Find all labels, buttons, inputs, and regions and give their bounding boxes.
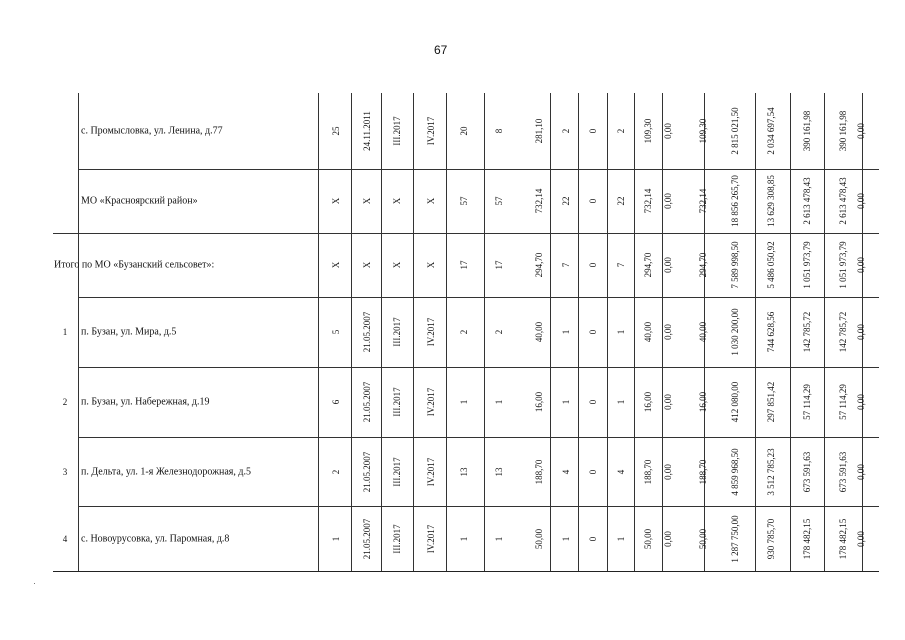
table-cell: Х (426, 197, 436, 205)
table-cell: 24.11.2011 (362, 111, 372, 151)
table-cell: 1 (561, 399, 571, 405)
table-cell: 0,00 (856, 463, 866, 480)
address-cell: с. Новоурусовка, ул. Паромная, д.8 (81, 533, 230, 544)
table-cell: 1 (494, 536, 504, 541)
table-cell: 8 (494, 128, 504, 134)
table-cell: 57 (494, 196, 504, 206)
table-cell: 0,00 (663, 257, 673, 273)
column-divider (78, 93, 79, 571)
table-cell: 0,00 (856, 394, 866, 410)
table-cell: 0 (588, 399, 598, 405)
table-cell: 7 (616, 262, 626, 268)
row-number: 3 (62, 466, 68, 477)
table-cell: 0 (588, 128, 598, 134)
table-cell: 57 (459, 196, 469, 206)
table-cell: 1 051 973,79 (838, 241, 848, 289)
table-cell: Х (362, 261, 372, 269)
table-cell: 0 (588, 329, 598, 335)
table-cell: 178 482,15 (838, 518, 848, 559)
table-cell: 109,30 (643, 118, 653, 144)
table-cell: IV.2017 (426, 116, 436, 146)
table-cell: 17 (459, 260, 469, 270)
data-table (53, 93, 879, 572)
table-cell: 412 080,00 (730, 381, 740, 423)
table-cell: III.2017 (392, 456, 402, 487)
table-cell: 13 (494, 467, 504, 476)
table-cell: 5 486 050,92 (766, 241, 776, 289)
page-number: 67 (434, 43, 448, 57)
address-cell: МО «Красноярский район» (81, 195, 198, 207)
table-cell: 732,14 (643, 188, 653, 214)
table-cell: 297 851,42 (766, 381, 776, 423)
table-cell: 13 629 308,85 (766, 175, 776, 227)
table-cell: 21.05.2007 (362, 451, 372, 492)
column-divider (351, 93, 352, 571)
table-cell: 4 859 968,50 (730, 447, 740, 496)
table-cell: 2 034 697,54 (766, 107, 776, 155)
table-cell: 0 (588, 469, 598, 474)
table-cell: III.2017 (392, 116, 402, 146)
table-cell: 0 (588, 536, 598, 541)
row-divider (78, 506, 879, 507)
table-cell: III.2017 (392, 523, 402, 554)
table-cell: 40,00 (643, 321, 653, 343)
table-cell: 0,00 (663, 463, 673, 480)
table-cell: 0,00 (663, 193, 673, 209)
table-cell: 21.05.2007 (362, 381, 372, 423)
table-cell: 294,70 (698, 252, 708, 278)
table-cell: 673 591,63 (838, 451, 848, 492)
column-divider (446, 93, 447, 571)
table-cell: 930 785,70 (766, 518, 776, 559)
table-cell: 1 (616, 399, 626, 405)
table-cell: IV.2017 (426, 524, 436, 553)
table-cell: 0,00 (856, 324, 866, 340)
table-cell: 22 (561, 196, 571, 206)
table-cell: 22 (616, 196, 626, 206)
table-cell: 0,00 (856, 193, 866, 209)
table-cell: 390 161,98 (802, 110, 812, 152)
table-cell: 142 785,72 (802, 311, 812, 353)
table-cell: 2 (459, 329, 469, 335)
table-cell: 0,00 (856, 530, 866, 547)
table-cell: 40,00 (698, 321, 708, 343)
table-cell: 142 785,72 (838, 311, 848, 353)
table-cell: 1 030 200,00 (730, 308, 740, 356)
table-cell: 1 (494, 399, 504, 405)
row-divider (78, 437, 879, 438)
table-cell: 0,00 (663, 324, 673, 340)
table-cell: 2 (616, 128, 626, 134)
table-cell: 5 (331, 329, 341, 335)
row-number: 1 (62, 327, 68, 337)
address-cell: п. Бузан, ул. Набережная, д.19 (81, 396, 210, 408)
table-cell: 16,00 (534, 391, 544, 413)
table-cell: 4 (616, 469, 626, 474)
column-divider (484, 93, 485, 571)
table-cell: 1 (331, 536, 341, 541)
table-cell: 178 482,15 (802, 518, 812, 559)
table-cell: 20 (459, 126, 469, 136)
table-cell: 1 (616, 536, 626, 541)
table-cell: 744 628,56 (766, 311, 776, 353)
column-divider (550, 93, 551, 571)
table-cell: 0,00 (856, 257, 866, 273)
table-cell: III.2017 (392, 317, 402, 347)
table-cell: 294,70 (643, 252, 653, 278)
row-number: 2 (62, 397, 68, 407)
table-cell: Х (331, 197, 341, 205)
table-cell: Х (362, 197, 372, 205)
table-cell: Х (392, 261, 402, 269)
column-divider (790, 93, 791, 571)
table-cell: 16,00 (698, 391, 708, 413)
row-divider (78, 169, 879, 170)
scan-speck (34, 583, 35, 584)
address-cell: п. Бузан, ул. Мира, д.5 (81, 326, 177, 338)
table-cell: 1 (459, 399, 469, 405)
table-cell: 673 591,63 (802, 451, 812, 492)
table-cell: 57 114,29 (802, 384, 812, 420)
table-cell: 7 589 998,50 (730, 241, 740, 289)
table-cell: 0,00 (663, 530, 673, 547)
table-cell: 2 613 478,43 (838, 177, 848, 225)
table-cell: IV.2017 (426, 387, 436, 417)
table-cell: 732,14 (534, 188, 544, 214)
table-cell: 57 114,29 (838, 384, 848, 420)
table-cell: 0,00 (663, 394, 673, 410)
table-cell: 21.05.2007 (362, 311, 372, 353)
table-cell: 13 (459, 467, 469, 476)
row-number: 4 (62, 533, 68, 544)
table-cell: 1 051 973,79 (802, 241, 812, 289)
table-cell: 109,30 (698, 118, 708, 144)
table-cell: 2 (331, 469, 341, 474)
table-cell: 188,70 (698, 459, 708, 484)
table-cell: IV.2017 (426, 457, 436, 486)
column-divider (413, 93, 414, 571)
table-cell: 281,10 (534, 118, 544, 144)
address-cell: Итого по МО «Бузанский сельсовет»: (54, 259, 215, 271)
table-cell: 0,00 (663, 123, 673, 139)
column-divider (755, 93, 756, 571)
address-cell: с. Промысловка, ул. Ленина, д.77 (81, 125, 223, 137)
row-divider (53, 233, 879, 234)
table-cell: Х (331, 261, 341, 269)
table-cell: 6 (331, 399, 341, 405)
table-cell: 18 856 265,70 (730, 175, 740, 227)
row-divider (78, 367, 879, 368)
table-cell: 390 161,98 (838, 110, 848, 152)
address-cell: п. Дельта, ул. 1-я Железнодорожная, д.5 (81, 466, 251, 477)
table-cell: 0 (588, 262, 598, 268)
table-cell: 7 (561, 262, 571, 268)
table-cell: Х (426, 261, 436, 269)
table-cell: 1 (616, 329, 626, 335)
table-cell: 2 613 478,43 (802, 177, 812, 225)
table-cell: 1 287 750,00 (730, 514, 740, 563)
table-cell: 294,70 (534, 252, 544, 278)
table-cell: 3 512 785,23 (766, 447, 776, 496)
column-divider (318, 93, 319, 571)
table-cell: 1 (459, 536, 469, 541)
table-cell: 21.05.2007 (362, 518, 372, 559)
table-cell: 25 (331, 126, 341, 136)
table-cell: 2 815 021,50 (730, 107, 740, 155)
table-cell: IV.2017 (426, 317, 436, 347)
table-cell: 732,14 (698, 188, 708, 214)
column-divider (634, 93, 635, 571)
row-divider (78, 297, 879, 298)
table-cell: 50,00 (643, 528, 653, 549)
table-cell: 1 (561, 536, 571, 541)
column-divider (578, 93, 579, 571)
table-cell: Х (392, 197, 402, 205)
table-cell: 40,00 (534, 321, 544, 343)
column-divider (607, 93, 608, 571)
table-cell: 4 (561, 469, 571, 474)
table-cell: 17 (494, 260, 504, 270)
table-cell: 0,00 (856, 123, 866, 139)
table-cell: 2 (494, 329, 504, 335)
table-cell: 50,00 (534, 528, 544, 549)
table-cell: 2 (561, 128, 571, 134)
table-cell: 50,00 (698, 528, 708, 549)
table-cell: 188,70 (643, 459, 653, 484)
table-cell: 0 (588, 198, 598, 204)
table-cell: 1 (561, 329, 571, 335)
column-divider (824, 93, 825, 571)
table-cell: 16,00 (643, 391, 653, 413)
table-cell: III.2017 (392, 387, 402, 417)
column-divider (381, 93, 382, 571)
table-cell: 188,70 (534, 459, 544, 484)
